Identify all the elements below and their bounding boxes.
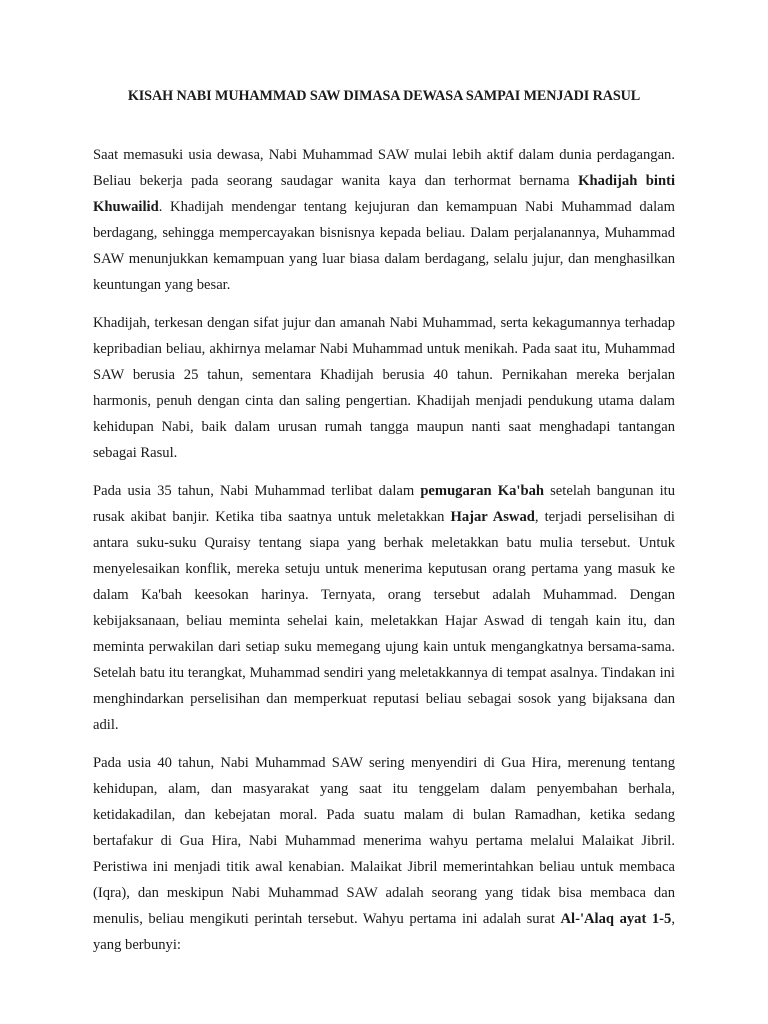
paragraph-text: , yang berbunyi: xyxy=(93,911,675,953)
bold-term-khadijah: Khadijah binti Khuwailid xyxy=(93,173,675,215)
paragraph-text: . Khadijah mendengar tentang kejujuran dan kemampuan Nabi Muhammad dalam berdagang, sehingga mempercayakan bisnisnya kepada beliau. Dalam perjalanannya, Muhammad SAW menunjukkan kemampuan yang luar biasa dalam berdagang, selalu jujur, dan menghasilkan keuntungan yang besar. xyxy=(93,199,675,293)
paragraph-text: Pada usia 35 tahun, Nabi Muhammad terlibat dalam xyxy=(93,483,421,499)
bold-term-al-alaq: Al-'Alaq ayat 1-5 xyxy=(560,911,672,927)
paragraph-text: Khadijah, terkesan dengan sifat jujur dan amanah Nabi Muhammad, serta kekagumannya terhadap kepribadian beliau, akhirnya melamar Nabi Muhammad untuk menikah. Pada saat itu, Muhammad SAW berusia 25 tahun, sementara Khadijah berusia 40 tahun. Pernikahan mereka berjalan harmonis, penuh dengan cinta dan saling pengertian. Khadijah menjadi pendukung utama dalam kehidupan Nabi, baik dalam urusan rumah tangga maupun nanti saat menghadapi tantangan sebagai Rasul. xyxy=(93,315,675,461)
document-body xyxy=(93,84,675,970)
paragraph-text: Saat memasuki usia dewasa, Nabi Muhammad SAW mulai lebih aktif dalam dunia perdagangan. Beliau bekerja pada seorang saudagar wanita kaya dan terhormat bernama xyxy=(93,147,675,189)
paragraph-4 xyxy=(93,750,675,958)
paragraph-text: setelah bangunan itu rusak akibat banjir. Ketika tiba saatnya untuk meletakkan xyxy=(93,483,676,525)
paragraph-text: Pada usia 40 tahun, Nabi Muhammad SAW sering menyendiri di Gua Hira, merenung tentang kehidupan, alam, dan masyarakat yang saat itu tenggelam dalam penyembahan berhala, ketidakadilan, dan kebejatan moral. Pada suatu malam di bulan Ramadhan, ketika sedang bertafakur di Gua Hira, Nabi Muhammad menerima wahyu pertama melalui Malaikat Jibril. Peristiwa ini menjadi titik awal kenabian. Malaikat Jibril memerintahkan beliau untuk membaca (Iqra), dan meskipun Nabi Muhammad SAW adalah seorang yang tidak bisa membaca dan menulis, beliau mengikuti perintah tersebut. Wahyu pertama ini adalah surat xyxy=(93,755,675,927)
document-title: KISAH NABI MUHAMMAD SAW DIMASA DEWASA SAMPAI MENJADI RASUL xyxy=(127,88,641,104)
bold-term-pemugaran-kabah: pemugaran Ka'bah xyxy=(420,483,545,499)
paragraph-3 xyxy=(93,478,675,738)
paragraph-2 xyxy=(93,310,675,466)
bold-term-hajar-aswad: Hajar Aswad xyxy=(450,509,535,525)
paragraph-text: , terjadi perselisihan di antara suku-suku Quraisy tentang siapa yang berhak meletakkan batu mulia tersebut. Untuk menyelesaikan konflik, mereka setuju untuk menerima keputusan orang pertama yang masuk ke dalam Ka'bah keesokan harinya. Ternyata, orang tersebut adalah Muhammad. Dengan kebijaksanaan, beliau meminta sehelai kain, meletakkan Hajar Aswad di tengah kain itu, dan meminta perwakilan dari setiap suku memegang ujung kain untuk mengangkatnya bersama-sama. Setelah batu itu terangkat, Muhammad sendiri yang meletakkannya di tempat asalnya. Tindakan ini menghindarkan perselisihan dan memperkuat reputasi beliau sebagai sosok yang bijaksana dan adil. xyxy=(93,509,675,733)
paragraph-1 xyxy=(93,142,675,298)
